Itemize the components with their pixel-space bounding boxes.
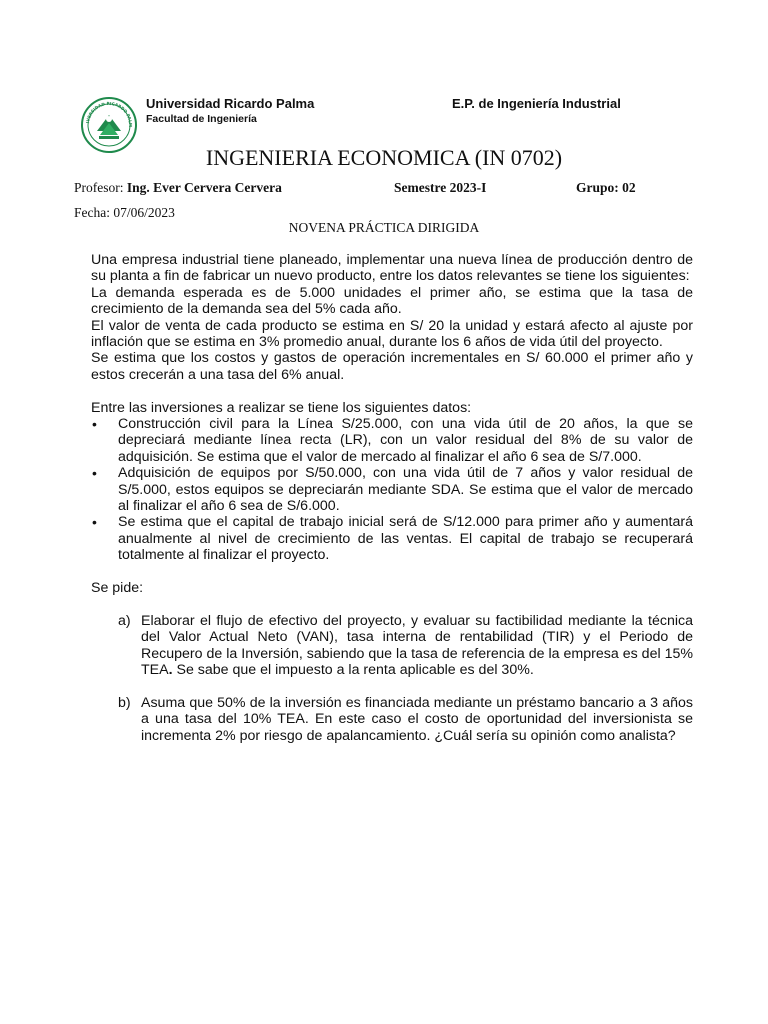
list-item-text: Construcción civil para la Línea S/25.000, con una vida útil de 20 años, la que se depreciará mediante línea recta (LR), con un valor residual del 8% de su valor de adquisición. Se estima que el valor de mercado al finalizar el año 6 sea de S/7.000. bbox=[118, 416, 693, 465]
intro-paragraph: Se estima que los costos y gastos de operación incrementales en S/ 60.000 el primer año y estos crecerán a una tasa del 6% anual. bbox=[91, 350, 693, 383]
intro-paragraph: La demanda esperada es de 5.000 unidades el primer año, se estima que la tasa de crecimiento de la demanda sea del 5% cada año. bbox=[91, 284, 693, 318]
problem-statement bbox=[91, 252, 693, 761]
bullet-icon: • bbox=[92, 416, 97, 433]
list-item bbox=[91, 514, 693, 563]
questions-list bbox=[91, 613, 693, 744]
bullet-icon: • bbox=[92, 465, 97, 482]
question-text: Asuma que 50% de la inversión es financiada mediante un préstamo bancario a 3 años a una tasa del 10% TEA. En este caso el costo de oportunidad del inversionista se incrementa 2% por riesgo de apalancamiento. ¿Cuál sería su opinión como analista? bbox=[141, 694, 693, 744]
professor-name: Ing. Ever Cervera Cervera bbox=[126, 180, 282, 195]
question-item bbox=[91, 695, 693, 744]
investments-intro: Entre las inversiones a realizar se tiene los siguientes datos: bbox=[91, 399, 472, 416]
bullet-icon: • bbox=[92, 514, 97, 531]
intro-paragraph: Una empresa industrial tiene planeado, implementar una nueva línea de producción dentro de su planta a fin de fabricar un nuevo producto, entre los datos relevantes se tiene los siguientes: bbox=[91, 252, 693, 285]
date: Fecha: 07/06/2023 bbox=[74, 205, 175, 220]
practice-title: NOVENA PRÁCTICA DIRIGIDA bbox=[288, 220, 480, 235]
school-name: E.P. de Ingeniería Industrial bbox=[452, 96, 621, 111]
list-item-text: Adquisición de equipos por S/50.000, con una vida útil de 7 años y valor residual de S/5.000, estos equipos se depreciarán mediante SDA. Se estima que el valor de mercado al finalizar el año 6 sea de S/6.000. bbox=[118, 465, 693, 515]
university-name: Universidad Ricardo Palma bbox=[146, 96, 315, 111]
question-punct: . bbox=[168, 662, 173, 679]
questions-intro: Se pide: bbox=[91, 580, 144, 597]
list-item bbox=[91, 416, 693, 465]
group: Grupo: 02 bbox=[576, 180, 636, 195]
question-text: Elaborar el flujo de efectivo del proyecto, y evaluar su factibilidad mediante la técnica del Valor Actual Neto (VAN), tasa interna de rentabilidad (TIR) y el Periodo de Recupero de la Inversión, sabiendo que la tasa de referencia de la empresa es del 15% TEA bbox=[141, 612, 693, 679]
course-title: INGENIERIA ECONOMICA (IN 0702) bbox=[205, 145, 563, 170]
question-text-cont: Se sabe que el impuesto a la renta aplicable es del 30%. bbox=[172, 662, 534, 679]
list-item bbox=[91, 465, 693, 514]
question-marker: a) bbox=[118, 612, 131, 629]
question-item bbox=[91, 613, 693, 679]
professor-label: Profesor: bbox=[74, 180, 124, 195]
question-marker: b) bbox=[118, 694, 131, 711]
semester: Semestre 2023-I bbox=[394, 180, 487, 195]
list-item-text: Se estima que el capital de trabajo inicial será de S/12.000 para primer año y aumentará anualmente al nivel de crecimiento de las ventas. El capital de trabajo se recuperará totalmente al finalizar el proyecto. bbox=[118, 514, 693, 564]
seal-text: IVERSIDAD RICARDO PALM bbox=[85, 100, 134, 128]
professor-line bbox=[74, 180, 282, 196]
investments-list bbox=[91, 416, 693, 564]
intro-paragraph: El valor de venta de cada producto se estima en S/ 20 la unidad y estará afecto al ajuste por inflación que se estima en 3% promedio anual, durante los 6 años de vida útil del proyecto. bbox=[91, 317, 693, 351]
faculty-name: Facultad de Ingeniería bbox=[146, 113, 257, 125]
